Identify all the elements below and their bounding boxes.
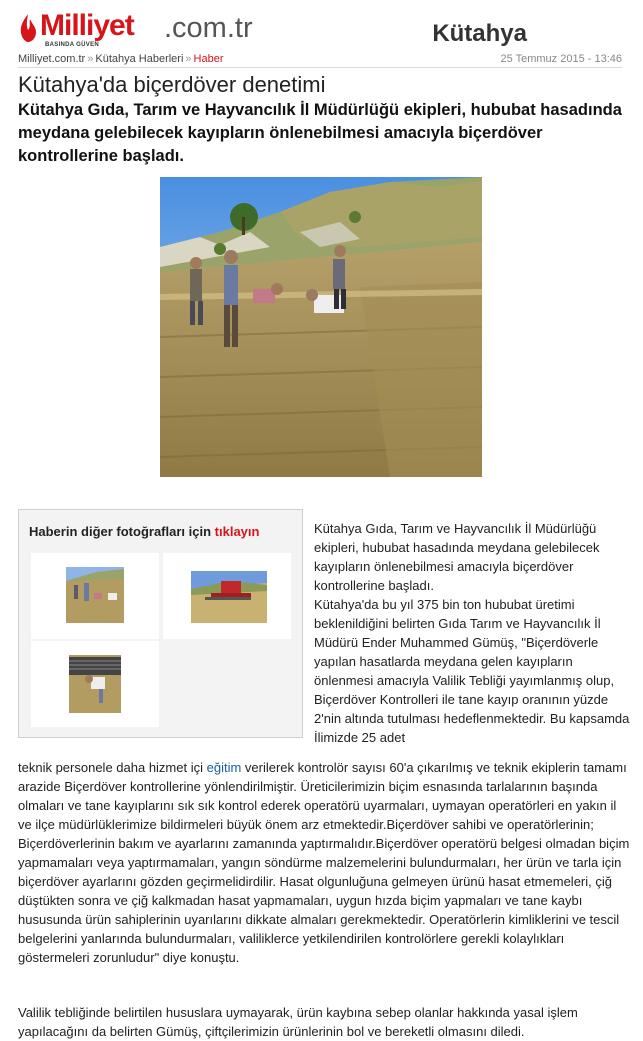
breadcrumb	[18, 52, 622, 68]
article-body-column	[314, 519, 630, 747]
city-title: Kütahya	[432, 20, 527, 47]
gallery-thumbnail[interactable]	[31, 553, 159, 639]
article-summary: Kütahya Gıda, Tarım ve Hayvancılık İl Müdürlüğü ekipleri, hububat hasadında meydana gelebilecek kayıpların önlenebilmesi amacıyla biçerdöver kontrollerine başladı.	[18, 101, 622, 165]
gallery-link[interactable]: tıklayın	[214, 524, 260, 539]
field-inspection-image	[160, 177, 482, 477]
article-paragraph: Kütahya'da bu yıl 375 bin ton hububat üretimi beklenildiğini belirten Gıda Tarım ve Hayvancılık İl Müdürü Ender Muhammed Gümüş, "Biçerdöverle yapılan hasatlarda meydana gelen kayıpların önlenmesi amacıyla Valilik Tebliği yayımlanmış olup, Biçerdöver Kontrolleri ile tane kayıp oranının yüzde 2'nin altında tutulması hedeflenmektedir. Bu kapsamda İlimizde 25 adet	[314, 597, 630, 745]
thumbnail-image	[69, 655, 121, 713]
thumbnail-image	[191, 571, 267, 623]
gallery-thumbnail[interactable]	[163, 553, 291, 639]
milliyet-logo[interactable]	[18, 10, 278, 50]
gallery-label: Haberin diğer fotoğrafları için	[29, 524, 212, 539]
thumbnail-image	[66, 567, 124, 623]
publish-date: 25 Temmuz 2015 - 13:46	[500, 53, 622, 65]
egitim-link[interactable]: eğitim	[206, 760, 242, 775]
article-body-full	[18, 758, 632, 967]
breadcrumb-current[interactable]: Haber	[193, 53, 224, 65]
article-text: teknik personele daha hizmet içi	[18, 760, 207, 775]
article-paragraph: Valilik tebliğinde belirtilen hususlara uymayarak, ürün kaybına sebep olanlar hakkında yasal işlem yapılacağını da belirten Gümüş, çiftçilerimizin ürünlerinin bol ve bereketli olmasını diledi.	[18, 1005, 578, 1039]
article-text: verilerek kontrolör sayısı 60'a çıkarılmış ve teknik ekiplerin tamamı arazide Biçerdöver kontrollerine yönlendirilmiştir. Üreticilerimizin biçim esnasında tarlalarının başında olmaları ve tane kayıplarını sık sık kontrol ederek operatörü uyarmaları, uymayan operatörleri en yakın il ve ilçe müdürlüklerimize bildirmeleri büyük önem arz etmektedir.Biçerdöver sahibi ve operatörlerinin; Biçerdöverlerinin bakım ve ayarlarını zamanında yaptırmalıdır.Biçerdöver operatörü belgesi olmadan biçim yapmamaları veya yaptırmamaları, yangın söndürme malzemelerini bulundurmaları, her ürün ve tarla için biçerdöver ayarlarını gözden geçirmelidirdilir. Hasat olgunluğuna gelmeyen ürünü hasat etmemeleri, çiğ düştükten sonra ve çiğ kalkmadan hasat yapmamaları, uygun hızda biçim yapmaları ve tane kaybı hususunda ürün sahiplerinin uyarılarını dikkate almaları gerekmektedir. Operatörlerin kimliklerini ve tescil belgelerini yanlarında bulundurmaları, valiliklerce yetkilendirilen kontrolörlere gerekli kolaylıkları göstermeleri zorunludur" diye konuştu.	[18, 760, 630, 965]
flame-icon	[18, 13, 38, 43]
article-paragraph: Kütahya Gıda, Tarım ve Hayvancılık İl Müdürlüğü ekipleri, hububat hasadında meydana gelebilecek kayıpların önlenebilmesi amacıyla biçerdöver kontrollerine başladı.	[314, 521, 600, 593]
photo-gallery-box	[18, 509, 303, 738]
logo-domain: .com.tr	[164, 12, 253, 44]
article-title: Kütahya'da biçerdöver denetimi	[18, 72, 326, 97]
logo-word: Milliyet	[40, 9, 134, 42]
breadcrumb-separator: »	[185, 53, 192, 65]
breadcrumb-city-news[interactable]: Kütahya Haberleri	[95, 53, 184, 65]
breadcrumb-separator: »	[87, 53, 94, 65]
article-photo[interactable]	[160, 177, 482, 477]
breadcrumb-home[interactable]: Milliyet.com.tr	[18, 53, 86, 65]
gallery-thumbnail[interactable]	[31, 641, 159, 727]
logo-tagline: BASINDA GÜVEN	[45, 42, 100, 48]
site-header	[0, 0, 643, 52]
gallery-header	[29, 524, 259, 539]
